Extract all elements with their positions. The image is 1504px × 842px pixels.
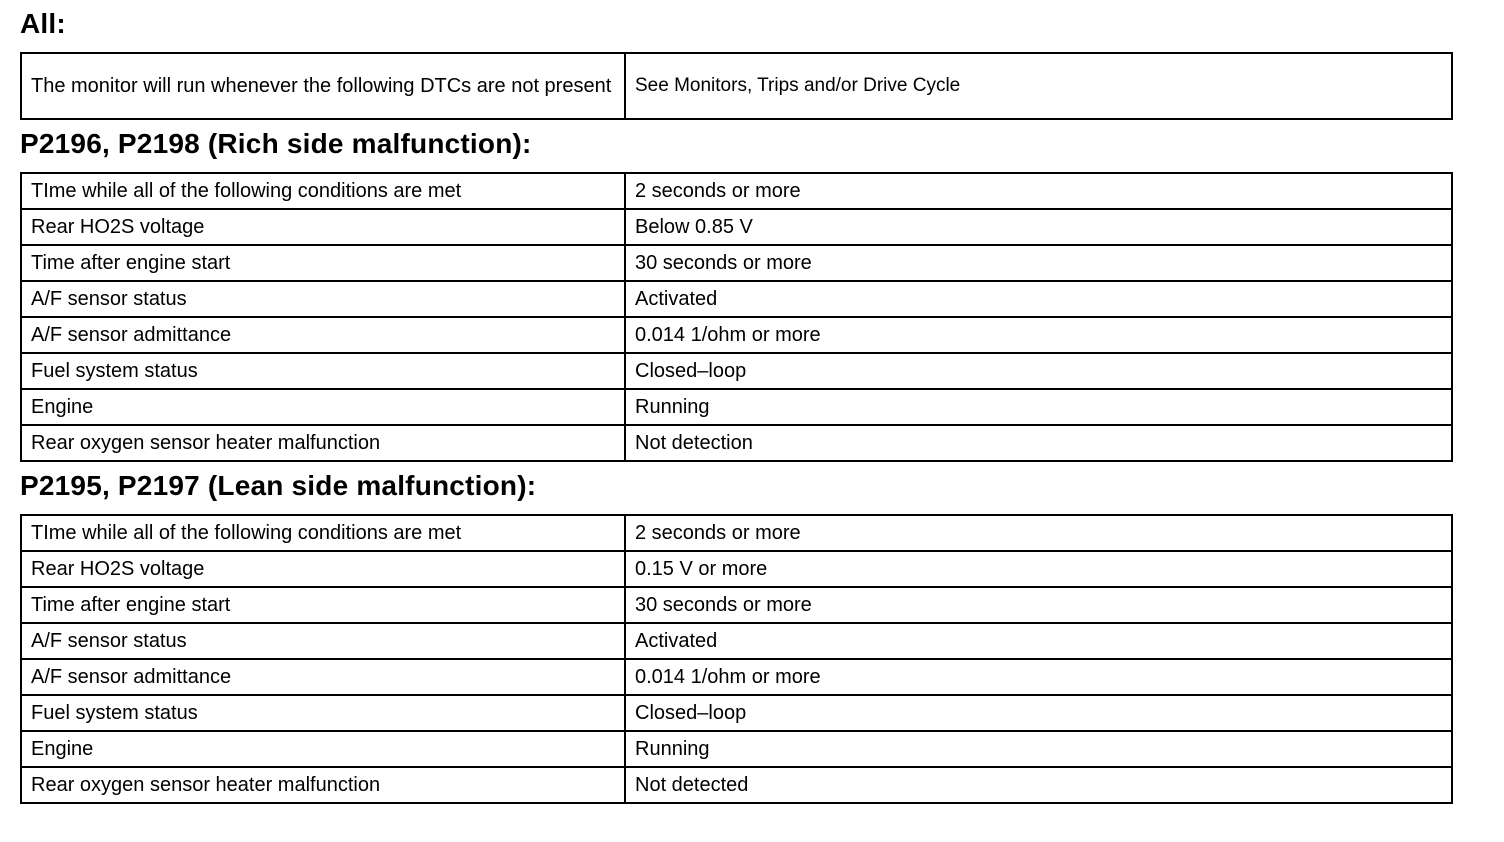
table-row xyxy=(21,767,1452,803)
condition-value: 0.15 V or more xyxy=(625,551,1452,587)
condition-label: A/F sensor admittance xyxy=(21,317,625,353)
table-row xyxy=(21,425,1452,461)
condition-label: Fuel system status xyxy=(21,695,625,731)
table-row xyxy=(21,731,1452,767)
table-row xyxy=(21,53,1452,119)
table-row xyxy=(21,209,1452,245)
section-heading-rich: P2196, P2198 (Rich side malfunction): xyxy=(20,128,532,159)
table-row xyxy=(21,659,1452,695)
condition-value: Activated xyxy=(625,281,1452,317)
conditions-table-lean xyxy=(20,514,1453,804)
condition-value: Below 0.85 V xyxy=(625,209,1452,245)
condition-value: Activated xyxy=(625,623,1452,659)
table-row xyxy=(21,551,1452,587)
condition-label: The monitor will run whenever the following DTCs are not present xyxy=(21,53,625,119)
condition-value: 2 seconds or more xyxy=(625,515,1452,551)
condition-label: Rear HO2S voltage xyxy=(21,551,625,587)
condition-label: Engine xyxy=(21,731,625,767)
section-heading-all: All: xyxy=(20,8,66,39)
condition-label: Time after engine start xyxy=(21,587,625,623)
condition-value: 30 seconds or more xyxy=(625,245,1452,281)
condition-label: Rear oxygen sensor heater malfunction xyxy=(21,767,625,803)
table-row xyxy=(21,317,1452,353)
condition-value: 30 seconds or more xyxy=(625,587,1452,623)
condition-value: 2 seconds or more xyxy=(625,173,1452,209)
conditions-table-all xyxy=(20,52,1453,120)
document-page xyxy=(20,0,1451,804)
table-row xyxy=(21,587,1452,623)
condition-value: Closed–loop xyxy=(625,695,1452,731)
table-row xyxy=(21,173,1452,209)
condition-label: A/F sensor status xyxy=(21,281,625,317)
table-row xyxy=(21,623,1452,659)
condition-value: 0.014 1/ohm or more xyxy=(625,317,1452,353)
table-row xyxy=(21,281,1452,317)
table-row xyxy=(21,353,1452,389)
condition-value: Closed–loop xyxy=(625,353,1452,389)
table-row xyxy=(21,245,1452,281)
table-row xyxy=(21,389,1452,425)
condition-value: Not detection xyxy=(625,425,1452,461)
condition-value: Not detected xyxy=(625,767,1452,803)
condition-label: TIme while all of the following conditions are met xyxy=(21,173,625,209)
table-row xyxy=(21,695,1452,731)
condition-value: Running xyxy=(625,389,1452,425)
section-heading-lean: P2195, P2197 (Lean side malfunction): xyxy=(20,470,537,501)
condition-label: TIme while all of the following conditions are met xyxy=(21,515,625,551)
condition-label: Engine xyxy=(21,389,625,425)
condition-label: Fuel system status xyxy=(21,353,625,389)
condition-value: 0.014 1/ohm or more xyxy=(625,659,1452,695)
condition-label: A/F sensor status xyxy=(21,623,625,659)
condition-label: Time after engine start xyxy=(21,245,625,281)
condition-value: Running xyxy=(625,731,1452,767)
condition-value: See Monitors, Trips and/or Drive Cycle xyxy=(625,53,1452,119)
table-row xyxy=(21,515,1452,551)
conditions-table-rich xyxy=(20,172,1453,462)
condition-label: Rear oxygen sensor heater malfunction xyxy=(21,425,625,461)
condition-label: Rear HO2S voltage xyxy=(21,209,625,245)
condition-label: A/F sensor admittance xyxy=(21,659,625,695)
